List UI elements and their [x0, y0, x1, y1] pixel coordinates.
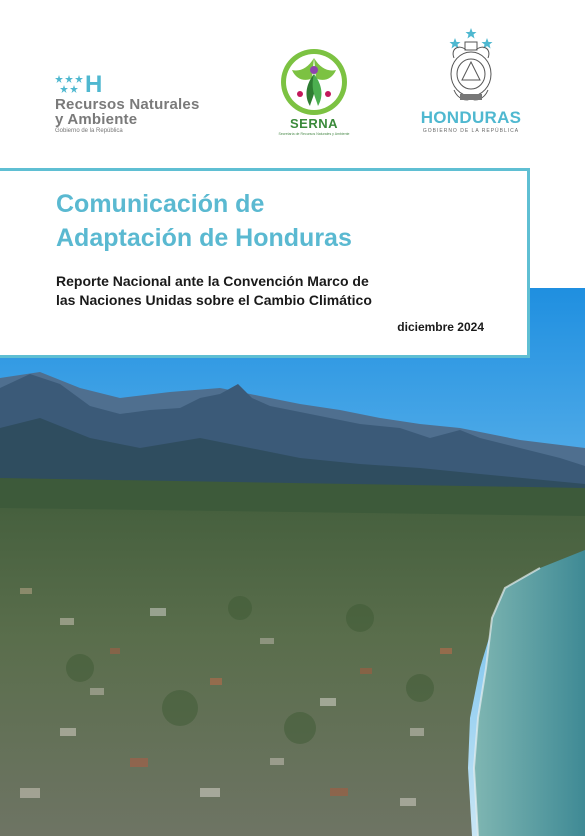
ministry-name-line2: y Ambiente: [55, 111, 138, 128]
report-title-line2: Adaptación de Honduras: [56, 224, 352, 252]
report-subtitle-line1: Reporte Nacional ante la Convención Marco de: [56, 273, 369, 289]
honduras-coat-of-arms-icon: [410, 28, 532, 108]
report-title-line1: Comunicación de: [56, 190, 265, 218]
ministry-logo: [55, 71, 225, 144]
report-subtitle-line2: las Naciones Unidas sobre el Cambio Climático: [56, 292, 372, 308]
serna-logo: [278, 48, 350, 138]
serna-emblem-icon: [278, 48, 350, 116]
honduras-subtitle: GOBIERNO DE LA REPÚBLICA: [422, 128, 520, 134]
honduras-logo: [410, 28, 532, 138]
serna-tagline: Secretaría de Recursos Naturales y Ambiente: [278, 132, 350, 136]
h-letter-mark: H: [85, 71, 103, 98]
logo-bar: [0, 0, 585, 168]
aerial-coastal-city-photo: [0, 288, 585, 836]
landscape-illustration: [0, 288, 585, 836]
ministry-gov-line: Gobierno de la República: [55, 128, 123, 134]
serna-name: SERNA: [289, 116, 338, 131]
honduras-name: HONDURAS: [420, 108, 522, 127]
publication-date: diciembre 2024: [397, 320, 484, 334]
ministry-name-line1: Recursos Naturales: [55, 96, 200, 113]
